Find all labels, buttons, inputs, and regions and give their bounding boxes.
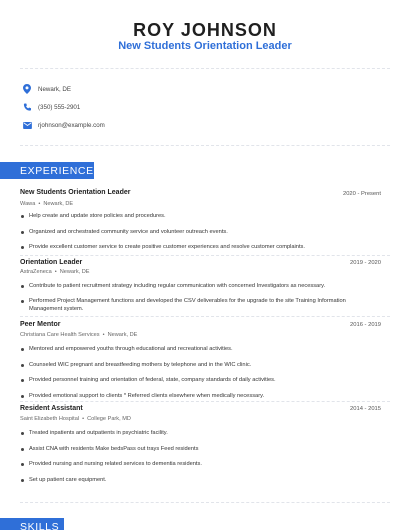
job-employer: AstraZeneca • Newark, DE — [20, 269, 90, 275]
job-title: Orientation Leader — [20, 259, 83, 266]
list-item: Set up patient care equipment. — [20, 476, 370, 484]
job-dates: 2014 - 2015 — [350, 406, 381, 412]
list-item: Help create and update store policies and procedures. — [20, 212, 370, 228]
list-item: Treated inpatients and outpatients in psychiatric facility. — [20, 429, 370, 445]
contact-location — [20, 82, 71, 96]
company-name: Wawa — [20, 201, 36, 207]
list-item: Performed Project Management functions and developed the CSV deliverables for the upgrade to the site Training Information Management system. — [20, 297, 370, 313]
list-item: Contribute to patient recruitment strategy including regular communication with concerned Investigators as necessary. — [20, 282, 370, 297]
list-item: Mentored and empowered youths through educational and recreational activities. — [20, 345, 370, 361]
list-item: Provided emotional support to clients * Referred clients elsewhere when medically necessary. — [20, 392, 370, 400]
phone-icon — [20, 100, 34, 114]
section-header-skills: SKILLS — [0, 518, 64, 530]
job-dates: 2016 - 2019 — [350, 322, 381, 328]
job-dates: 2020 - Present — [342, 191, 381, 197]
list-item: Provided personnel training and orientation of federal, state, company standards of daily activities. — [20, 376, 370, 392]
contact-phone — [20, 100, 80, 114]
candidate-name: ROY JOHNSON — [133, 20, 277, 40]
section-header-experience: EXPERIENCE — [0, 162, 94, 179]
email-text: rjohnson@example.com — [38, 121, 105, 129]
email-icon — [20, 118, 34, 132]
job-location: Newark, DE — [59, 269, 90, 275]
job-divider — [20, 502, 390, 503]
job-employer: Christiana Care Health Services • Newark, DE — [20, 332, 138, 338]
job-location: Newark, DE — [107, 332, 138, 338]
job-employer: Saint Elizabeth Hospital • College Park, MD — [20, 416, 131, 422]
company-name: Saint Elizabeth Hospital — [20, 416, 80, 422]
job-bullets — [20, 282, 370, 313]
list-item: Organized and orchestrated community service and volunteer outreach events. — [20, 228, 370, 244]
job-bullets — [20, 212, 370, 251]
job-bullets — [20, 429, 370, 484]
job-divider — [20, 401, 390, 402]
job-divider — [20, 316, 390, 317]
contact-email — [20, 118, 105, 132]
job-dates: 2019 - 2020 — [350, 260, 381, 266]
contact-divider — [20, 145, 390, 146]
job-title: Resident Assistant — [20, 405, 83, 412]
phone-text: (350) 555-2901 — [38, 103, 81, 111]
job-location: Newark, DE — [43, 201, 74, 207]
list-item: Counseled WIC pregnant and breastfeeding mothers by telephone and in the WIC clinic. — [20, 361, 370, 377]
job-divider — [20, 255, 390, 256]
job-title: Peer Mentor — [20, 321, 61, 328]
header-divider — [20, 68, 390, 69]
job-location: College Park, MD — [87, 416, 131, 422]
job-employer: Wawa • Newark, DE — [20, 201, 74, 207]
list-item: Provided nursing and nursing related services to dementia residents. — [20, 460, 370, 476]
job-bullets — [20, 345, 370, 400]
company-name: Christiana Care Health Services — [20, 332, 100, 338]
company-name: AstraZeneca — [20, 269, 52, 275]
job-target-title: New Students Orientation Leader — [118, 40, 292, 52]
list-item: Provide excellent customer service to create positive customer experiences and resolve customer complaints. — [20, 243, 370, 251]
location-text: Newark, DE — [38, 85, 72, 93]
job-title: New Students Orientation Leader — [20, 189, 131, 196]
location-pin-icon — [20, 82, 34, 96]
list-item: Assist CNA with residents Make bedsPass out trays Feed residents — [20, 445, 370, 461]
